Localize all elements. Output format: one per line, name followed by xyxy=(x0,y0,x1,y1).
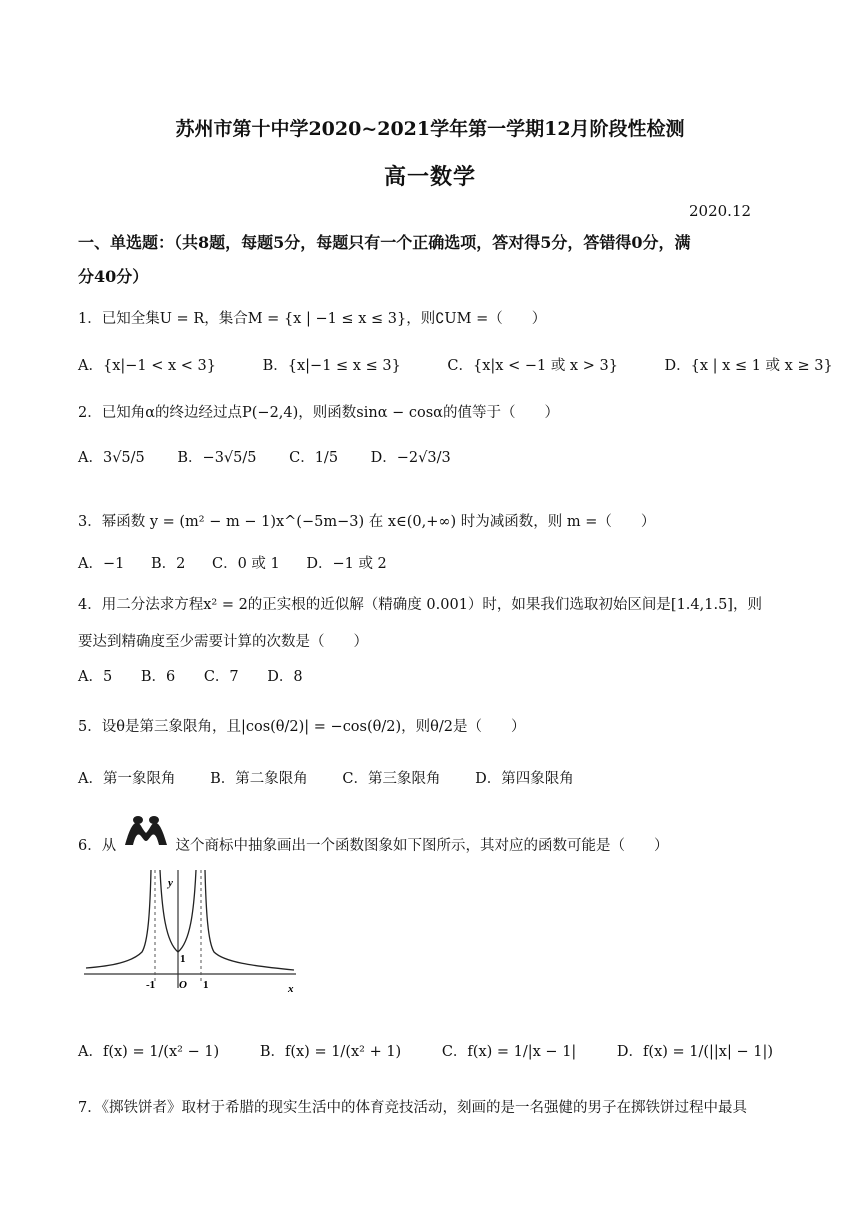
question-6-stem xyxy=(78,833,668,855)
q6-option-c: C．f(x) = 1/|x − 1| xyxy=(441,1044,577,1060)
exam-date: 2020.12 xyxy=(689,202,752,220)
q2-option-a: A．3√5/5 xyxy=(78,450,145,466)
question-4-options xyxy=(78,665,331,686)
question-4-stem-line1: 4．用二分法求方程x² = 2的正实根的近似解（精确度 0.001）时，如果我们选取初始区间是[1.4,1.5]，则 xyxy=(78,597,762,613)
q1-option-d: D．{x | x ≤ 1 或 x ≥ 3} xyxy=(664,358,833,374)
question-5-options xyxy=(78,767,602,788)
q6-stem-prefix: 6．从 xyxy=(78,838,117,854)
q2-option-c: C．1/5 xyxy=(289,450,339,466)
trademark-logo-icon xyxy=(121,833,171,855)
q1-option-b: B．{x|−1 ≤ x ≤ 3} xyxy=(262,358,401,374)
q5-option-d: D．第四象限角 xyxy=(475,771,574,787)
question-1-options xyxy=(78,354,860,375)
q1-option-c: C．{x|x < −1 或 x > 3} xyxy=(447,358,618,374)
q3-option-c: C．0 或 1 xyxy=(211,556,280,572)
question-6-options xyxy=(78,1040,801,1061)
question-1-stem: 1．已知全集U = R，集合M = {x | −1 ≤ x ≤ 3}，则∁UM =（ ） xyxy=(78,311,547,327)
curve-right-branch xyxy=(205,870,294,970)
section-heading-line2: 分40分） xyxy=(78,267,149,286)
q1-option-a: A．{x|−1 < x < 3} xyxy=(78,358,216,374)
q4-option-a: A．5 xyxy=(78,669,113,685)
q5-option-b: B．第二象限角 xyxy=(210,771,308,787)
q6-stem-suffix: 这个商标中抽象画出一个函数图象如下图所示，其对应的函数可能是（ ） xyxy=(175,838,669,854)
question-5-stem: 5．设θ是第三象限角，且|cos(θ/2)| = −cos(θ/2)，则θ/2是（ ） xyxy=(78,719,526,735)
origin-label: O xyxy=(179,979,187,991)
question-3-options xyxy=(78,552,415,573)
q3-option-d: D．−1 或 2 xyxy=(306,556,387,572)
y-tick-one: 1 xyxy=(180,953,186,965)
section-heading xyxy=(78,226,691,294)
q2-option-d: D．−2√3/3 xyxy=(370,450,451,466)
q6-option-d: D．f(x) = 1/(||x| − 1|) xyxy=(616,1044,774,1060)
question-3-stem: 3．幂函数 y = (m² − m − 1)x^(−5m−3) 在 x∈(0,+∞) 时为减函数，则 m =（ ） xyxy=(78,514,656,530)
question-7-stem: 7．《掷铁饼者》取材于希腊的现实生活中的体育竞技活动，刻画的是一名强健的男子在掷铁饼过程中最具 xyxy=(78,1100,747,1116)
function-graph xyxy=(82,862,304,1002)
q6-option-a: A．f(x) = 1/(x² − 1) xyxy=(78,1044,220,1060)
curve-left-branch xyxy=(86,870,151,968)
q4-option-c: C．7 xyxy=(203,669,239,685)
q4-option-b: B．6 xyxy=(140,669,176,685)
question-4-stem-line2: 要达到精确度至少需要计算的次数是（ ） xyxy=(78,634,368,650)
q3-option-b: B．2 xyxy=(150,556,186,572)
x-tick-neg-one: -1 xyxy=(146,979,156,991)
x-tick-pos-one: 1 xyxy=(203,979,209,991)
q2-option-b: B．−3√5/5 xyxy=(177,450,257,466)
q5-option-a: A．第一象限角 xyxy=(78,771,176,787)
exam-subtitle: 高一数学 xyxy=(383,164,476,190)
q4-option-d: D．8 xyxy=(267,669,303,685)
question-2-options xyxy=(78,446,479,467)
section-heading-line1: 一、单选题：（共8题，每题5分，每题只有一个正确选项，答对得5分，答错得0分，满 xyxy=(78,233,691,252)
y-axis-label: y xyxy=(168,877,173,889)
exam-title: 苏州市第十中学2020~2021学年第一学期12月阶段性检测 xyxy=(175,118,685,140)
question-2-stem: 2．已知角α的终边经过点P(−2,4)，则函数sinα − cosα的值等于（ ） xyxy=(78,405,559,421)
q6-option-b: B．f(x) = 1/(x² + 1) xyxy=(259,1044,402,1060)
q5-option-c: C．第三象限角 xyxy=(342,771,441,787)
q3-option-a: A．−1 xyxy=(78,556,125,572)
x-axis-label: x xyxy=(288,983,294,995)
